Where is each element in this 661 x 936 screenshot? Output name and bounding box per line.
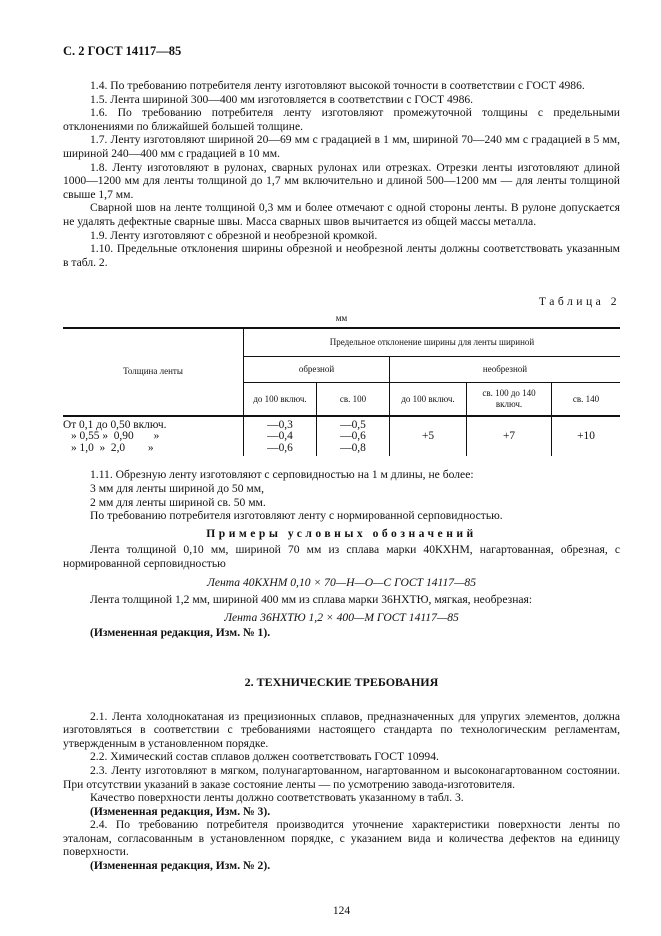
value: —0,6	[340, 430, 366, 443]
page-header: С. 2 ГОСТ 14117—85	[63, 44, 182, 58]
amendment-2: (Измененная редакция, Изм. № 2).	[90, 859, 271, 873]
table-2	[63, 327, 620, 457]
paragraph-weld: Сварной шов на ленте толщиной 0,3 мм и более отмечают с одной стороны ленты. В рулоне допускается не удалять дефектные сварные швы. Масса сварных швов вычитается из общей массы металла.	[63, 201, 620, 228]
example2-code: Лента 36НХТЮ 1,2 × 400—М ГОСТ 14117—85	[224, 610, 459, 624]
value: —0,5	[340, 418, 366, 431]
paragraph-1-4: 1.4. По требованию потребителя ленту изготовляют высокой точности в соответствии с ГОСТ 4986.	[90, 79, 585, 92]
example1-text: Лента толщиной 0,10 мм, шириной 70 мм из сплава марки 40КХНМ, нагартованная, обрезная, с нормированной серповидностью	[63, 543, 620, 570]
value: —0,8	[340, 441, 366, 454]
section1-paragraphs	[63, 79, 620, 269]
header-group: Предельное отклонение ширины для ленты шириной	[244, 328, 621, 357]
paragraph-2-2: 2.2. Химический состав сплавов должен соответствовать ГОСТ 10994.	[90, 750, 439, 764]
header-trimmed: обрезной	[244, 357, 390, 383]
paragraph-1-9: 1.9. Ленту изготовляют с обрезной и необрезной кромкой.	[90, 228, 378, 242]
paragraph-2-1: 2.1. Лента холоднокатаная из прецизионных сплавов, предназначенных для упругих элементов, должна изготовляться в соответствии с требованиями настоящего стандарта по технологическим регламентам, утвержденным в установленном порядке.	[63, 709, 620, 750]
examples-title: Примеры условных обозначений	[206, 526, 477, 540]
amendment-1: (Измененная редакция, Изм. № 1).	[90, 626, 271, 640]
amendment-3: (Измененная редакция, Изм. № 3).	[90, 804, 271, 818]
table-unit: мм	[335, 312, 348, 323]
value: —0,3	[267, 418, 293, 431]
col-header: до 100 включ.	[244, 383, 317, 416]
col-header: св. 100 до 140 включ.	[467, 383, 552, 416]
trimmed-over100	[317, 416, 390, 457]
paragraph-1-7: 1.7. Ленту изготовляют шириной 20—69 мм с градацией в 1 мм, шириной 70—240 мм с градацией в 5 мм, шириной 240—400 мм с градацией в 10 мм.	[63, 133, 620, 160]
paragraph-1-11: 1.11. Обрезную ленту изготовляют с серповидностью на 1 м длины, не более:	[90, 468, 474, 482]
thickness-cell	[63, 416, 244, 457]
thickness-row: » 0,55 » 0,90 »	[71, 430, 160, 443]
paragraph-1-11-block	[63, 468, 620, 640]
table-caption: Таблица 2	[538, 295, 620, 309]
paragraph-line: 2 мм для ленты шириной св. 50 мм.	[90, 495, 266, 509]
paragraph-1-5: 1.5. Лента шириной 300—400 мм изготовляется в соответствии с ГОСТ 4986.	[90, 92, 474, 106]
page-column	[63, 0, 620, 918]
col-header: св. 140	[572, 393, 600, 404]
header-thickness: Толщина ленты	[63, 328, 244, 416]
header-untrimmed: необрезной	[390, 357, 621, 383]
thickness-row: От 0,1 до 0,50 включ.	[63, 418, 167, 431]
example2-text: Лента толщиной 1,2 мм, шириной 400 мм из сплава марки 36НХТЮ, мягкая, необрезная:	[90, 593, 533, 607]
paragraph-1-10: 1.10. Предельные отклонения ширины обрезной и необрезной ленты должны соответствовать указанным в табл. 2.	[63, 242, 620, 269]
untrimmed-over140: +10	[577, 429, 595, 442]
paragraph-line: 3 мм для ленты шириной до 50 мм,	[90, 482, 264, 495]
paragraph-2-3: 2.3. Ленту изготовляют в мягком, полунагартованном, нагартованном и высоконагартованном состоянии. При отсутствии указаний в заказе состояние ленты — по усмотрению завода-изготовителя.	[63, 763, 620, 791]
col-header: св. 100	[317, 383, 390, 416]
paragraph-2-4: 2.4. По требованию потребителя производится уточнение характеристики поверхности ленты по эталонам, согласованным в установленном порядке, с указанием вида и количества дефектов на единицу поверхности.	[63, 818, 620, 859]
paragraph-1-6: 1.6. По требованию потребителя ленту изготовляют промежуточной толщины с предельными отклонениями по ближайшей большей толщине.	[63, 106, 620, 133]
paragraph-line: По требованию потребителя изготовляют ленту с нормированной серповидностью.	[90, 509, 503, 523]
section2-paragraphs	[63, 710, 620, 873]
page-number: 124	[332, 904, 351, 917]
thickness-row: » 1,0 » 2,0 »	[71, 441, 154, 454]
paragraph-quality: Качество поверхности ленты должно соответствовать указанному в табл. 3.	[90, 791, 464, 805]
paragraph-1-8: 1.8. Ленту изготовляют в рулонах, сварных рулонах или отрезках. Отрезки ленты изготовляют длиной 1000—1200 мм для ленты толщиной до 1,7 мм включительно и длиной 500—1200 мм — для ленты толщиной свыше 1,7 мм.	[63, 160, 620, 201]
section2-title: 2. ТЕХНИЧЕСКИЕ ТРЕБОВАНИЯ	[244, 674, 439, 689]
trimmed-upto100	[244, 416, 317, 457]
untrimmed-100-140: +7	[467, 416, 552, 457]
example1-code: Лента 40КХНМ 0,10 × 70—Н—О—С ГОСТ 14117—85	[207, 575, 476, 589]
col-header: до 100 включ.	[390, 383, 467, 416]
value: —0,4	[267, 430, 293, 443]
untrimmed-upto100: +5	[390, 416, 467, 457]
value: —0,6	[267, 441, 293, 454]
